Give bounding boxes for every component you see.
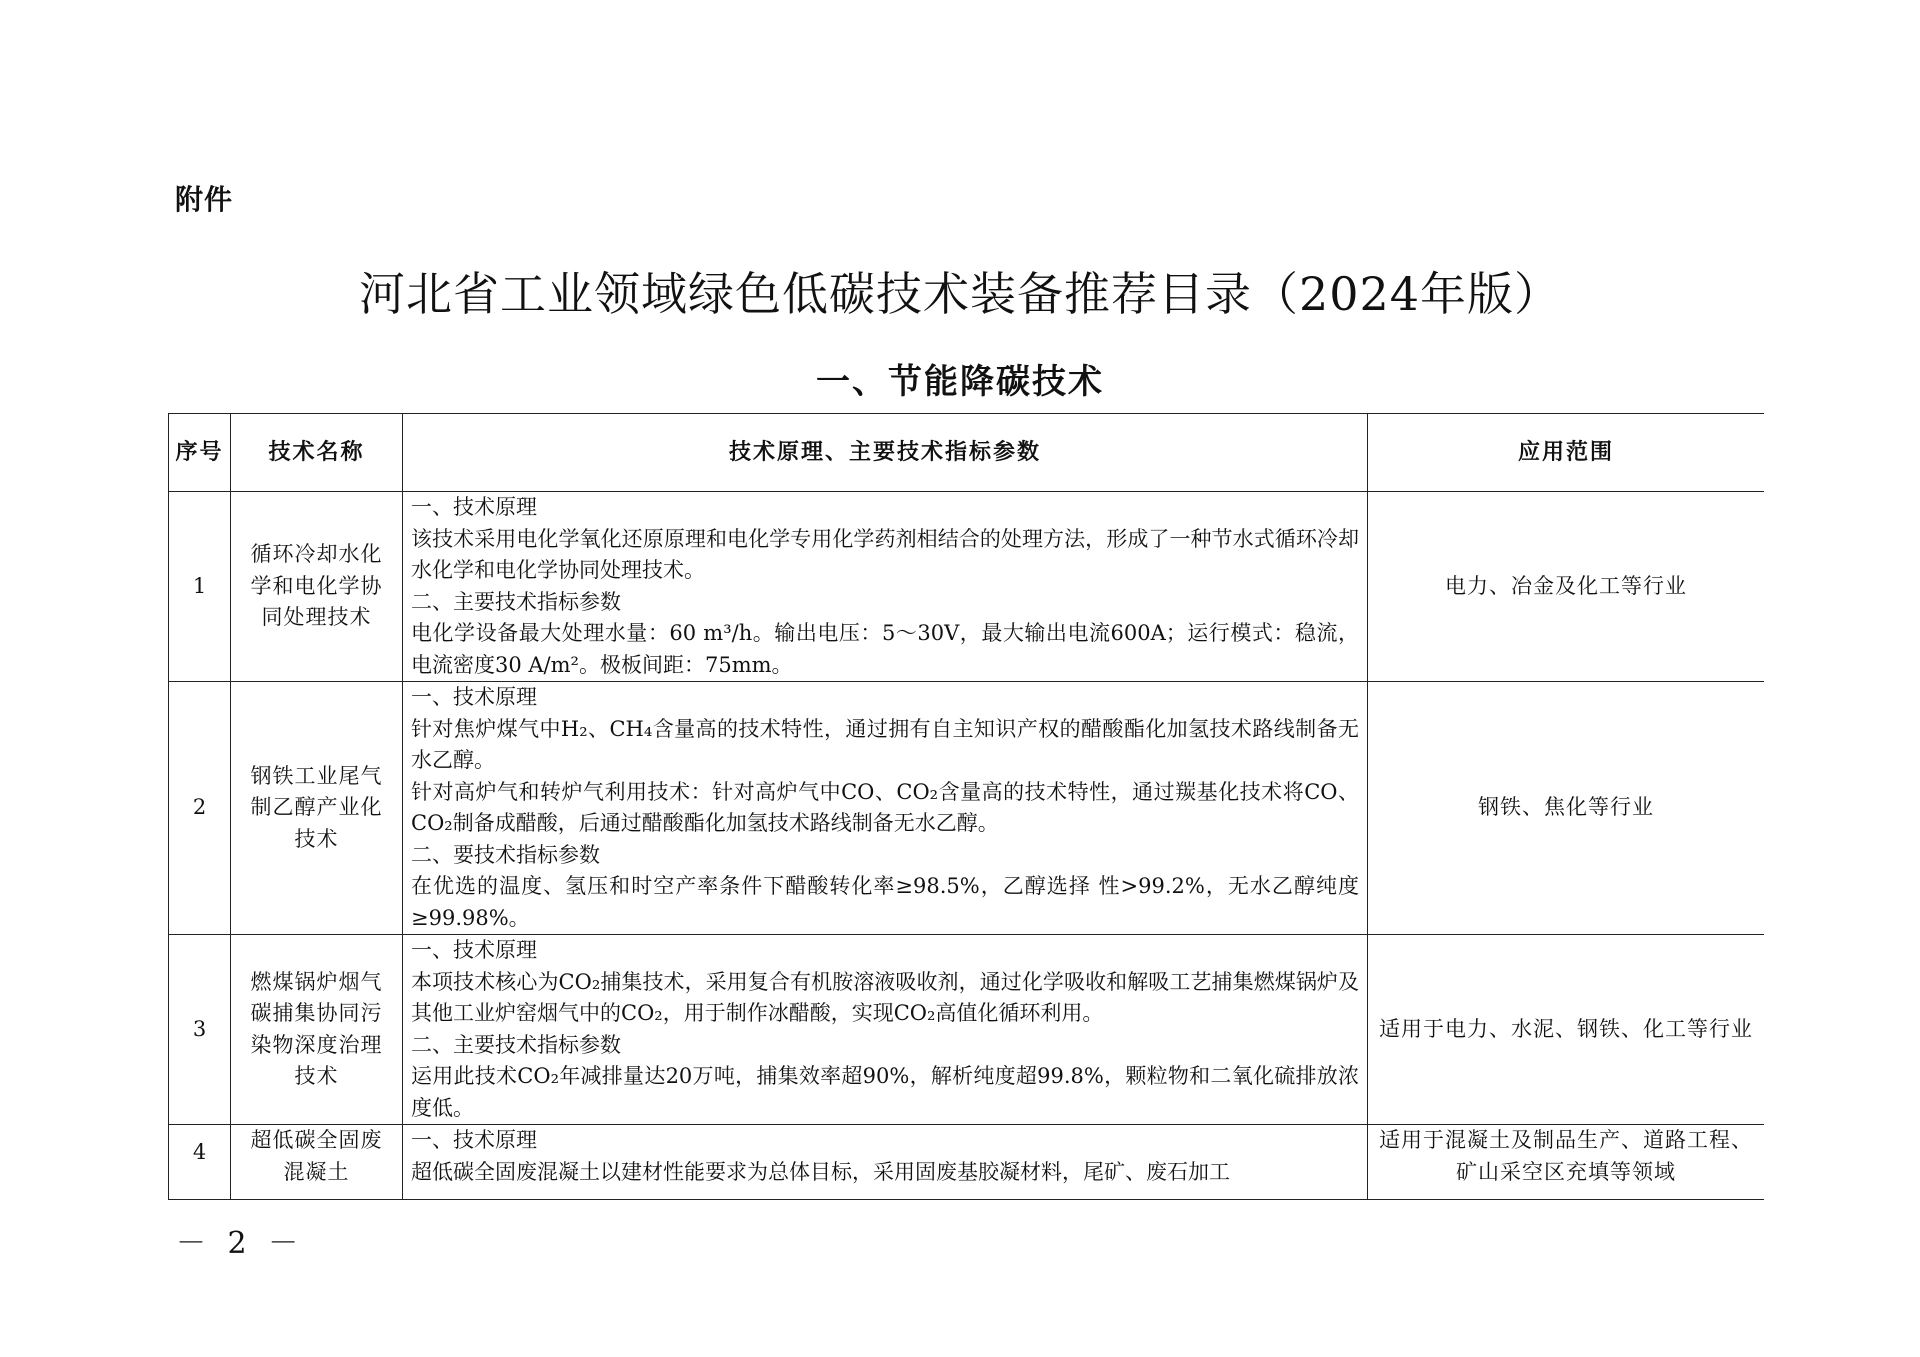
detail-line: 在优选的温度、氢压和时空产率条件下醋酸转化率≥98.5%，乙醇选择 性>99.2%，无水乙醇纯度≥99.98%。 — [411, 874, 1359, 930]
technology-table — [168, 413, 1764, 1200]
row-detail — [403, 935, 1368, 1125]
row-seq: 1 — [169, 492, 231, 682]
row-tech-name: 循环冷却水化学和电化学协同处理技术 — [231, 492, 403, 682]
header-seq: 序号 — [169, 414, 231, 492]
table-row — [169, 1125, 1765, 1201]
row-detail — [403, 492, 1368, 682]
detail-line: 针对焦炉煤气中H₂、CH₄含量高的技术特性，通过拥有自主知识产权的醋酸酯化加氢技术路线制备无水乙醇。 — [411, 716, 1359, 772]
detail-line: 一、技术原理 — [411, 1128, 537, 1152]
detail-line: 运用此技术CO₂年减排量达20万吨，捕集效率超90%，解析纯度超99.8%，颗粒物和二氧化硫排放浓度低。 — [411, 1064, 1359, 1120]
detail-line: 二、要技术指标参数 — [411, 842, 600, 867]
row-detail — [403, 682, 1368, 935]
header-detail: 技术原理、主要技术指标参数 — [403, 414, 1368, 492]
detail-line: 一、技术原理 — [411, 685, 537, 709]
table-row — [169, 682, 1765, 935]
row-seq: 4 — [169, 1125, 231, 1201]
detail-line: 本项技术核心为CO₂捕集技术，采用复合有机胺溶液吸收剂，通过化学吸收和解吸工艺捕集燃煤锅炉及其他工业炉窑烟气中的CO₂，用于制作冰醋酸，实现CO₂高值化循环利用。 — [411, 969, 1359, 1025]
detail-line: 一、技术原理 — [411, 938, 537, 962]
row-tech-name: 燃煤锅炉烟气碳捕集协同污染物深度治理技术 — [231, 935, 403, 1125]
detail-line: 二、主要技术指标参数 — [411, 589, 621, 614]
row-tech-name: 超低碳全固废混凝土 — [231, 1125, 403, 1201]
row-seq: 3 — [169, 935, 231, 1125]
row-tech-name: 钢铁工业尾气制乙醇产业化技术 — [231, 682, 403, 935]
detail-line: 超低碳全固废混凝土以建材性能要求为总体目标，采用固废基胶凝材料，尾矿、废石加工 — [411, 1159, 1230, 1184]
row-scope: 电力、冶金及化工等行业 — [1368, 492, 1765, 682]
table-row — [169, 492, 1765, 682]
detail-line: 二、主要技术指标参数 — [411, 1032, 621, 1057]
section-title: 一、节能降碳技术 — [816, 362, 1104, 402]
page-number: － 2 － — [176, 1226, 305, 1261]
row-scope: 适用于混凝土及制品生产、道路工程、矿山采空区充填等领域 — [1368, 1125, 1765, 1201]
header-name: 技术名称 — [231, 414, 403, 492]
row-detail — [403, 1125, 1368, 1201]
document-title: 河北省工业领域绿色低碳技术装备推荐目录（2024年版） — [358, 267, 1562, 321]
row-scope: 适用于电力、水泥、钢铁、化工等行业 — [1368, 935, 1765, 1125]
technology-table-container — [168, 413, 1764, 1200]
row-scope: 钢铁、焦化等行业 — [1368, 682, 1765, 935]
row-seq: 2 — [169, 682, 231, 935]
table-header-row — [169, 414, 1765, 492]
detail-line: 电化学设备最大处理水量：60 m³/h。输出电压：5～30V，最大输出电流600A；运行模式：稳流，电流密度30 A/m²。极板间距：75mm。 — [411, 621, 1359, 677]
table-row — [169, 935, 1765, 1125]
header-scope: 应用范围 — [1368, 414, 1765, 492]
detail-line: 针对高炉气和转炉气利用技术：针对高炉气中CO、CO₂含量高的技术特性，通过羰基化技术将CO、CO₂制备成醋酸，后通过醋酸酯化加氢技术路线制备无水乙醇。 — [411, 779, 1359, 835]
attachment-label: 附件 — [175, 183, 234, 216]
detail-line: 该技术采用电化学氧化还原原理和电化学专用化学药剂相结合的处理方法，形成了一种节水式循环冷却水化学和电化学协同处理技术。 — [411, 526, 1359, 582]
detail-line: 一、技术原理 — [411, 495, 537, 519]
